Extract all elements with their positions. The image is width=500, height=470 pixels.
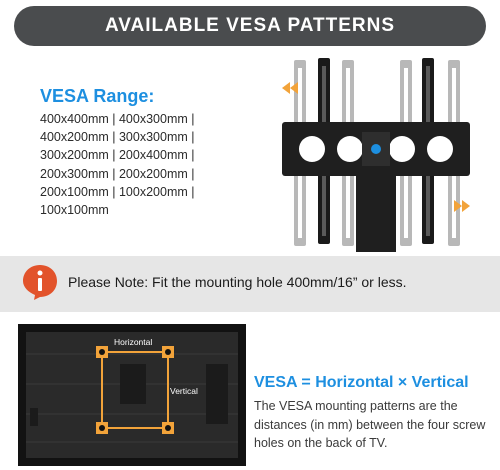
logo-dot (371, 144, 381, 154)
mount-bracket-illustration (276, 56, 476, 252)
vesa-range-line: 400x200mm | 300x300mm | (40, 130, 195, 145)
info-alert-icon (20, 262, 60, 302)
vesa-range-title: VESA Range: (40, 86, 155, 106)
vesa-range-line: 300x200mm | 200x400mm | (40, 148, 195, 163)
mounting-note: Please Note: Fit the mounting hole 400mm/16” or less. (68, 274, 407, 290)
banner-title: AVAILABLE VESA PATTERNS (104, 15, 396, 36)
vesa-range-line: 200x300mm | 200x200mm | (40, 166, 195, 181)
vertical-label: Vertical (170, 386, 198, 396)
vesa-range-line: 200x100mm | 100x200mm | (40, 184, 195, 199)
vesa-range-line: 100x100mm (40, 203, 109, 218)
vesa-equation: VESA = Horizontal × Vertical (254, 374, 469, 391)
tv-back-diagram (18, 324, 246, 466)
stand-pole (356, 176, 396, 252)
vesa-range-line: 400x400mm | 400x300mm | (40, 112, 195, 126)
vesa-description: The VESA mounting patterns are the distances (in mm) between the four screw holes on the back of TV. (254, 399, 486, 450)
title-banner (14, 6, 486, 46)
horizontal-label: Horizontal (114, 337, 153, 347)
vesa-range-list (40, 110, 240, 219)
